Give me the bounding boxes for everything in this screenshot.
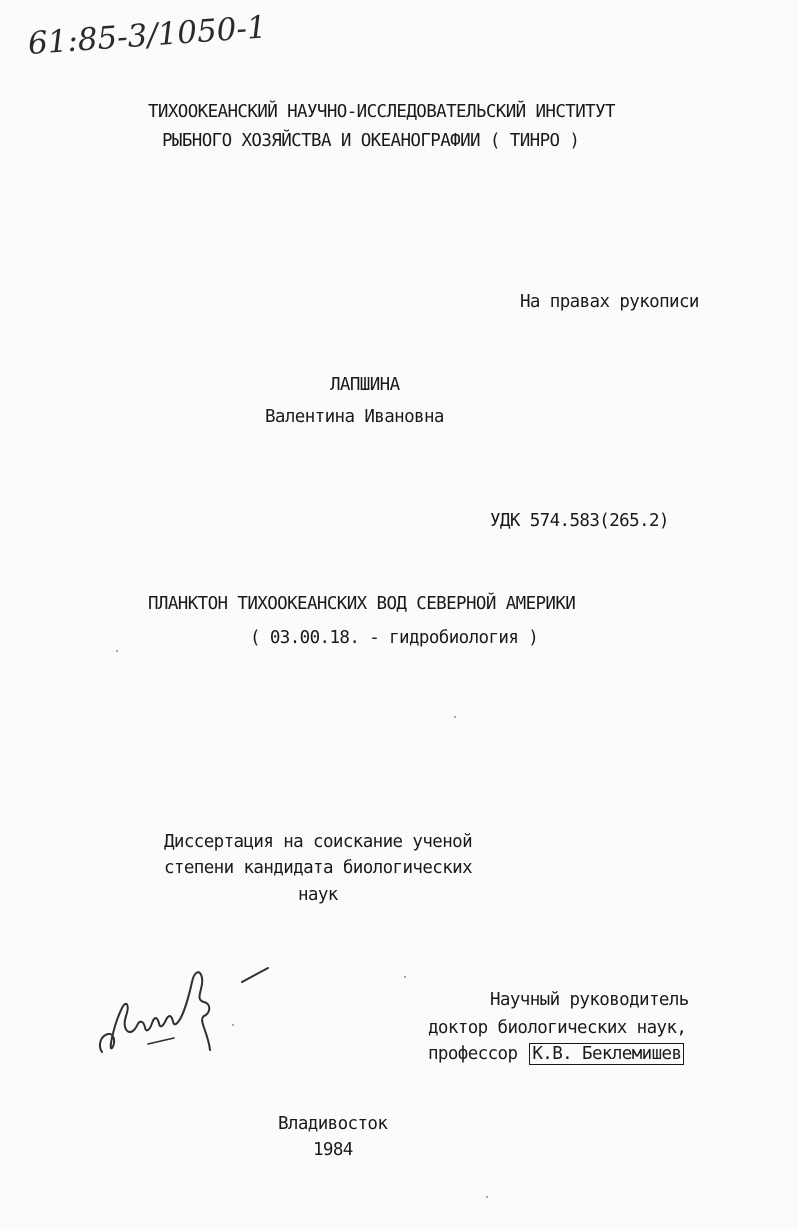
degree-line-1: Диссертация на соискание ученой xyxy=(164,832,473,852)
scan-speck xyxy=(232,1024,234,1026)
author-surname: ЛАПШИНА xyxy=(330,375,400,395)
author-signature xyxy=(92,960,282,1065)
supervisor-title: профессор xyxy=(428,1044,518,1064)
supervisor-name: К.В. Беклемишев xyxy=(529,1043,684,1065)
scan-speck xyxy=(404,976,406,978)
institute-line-1: ТИХООКЕАНСКИЙ НАУЧНО-ИССЛЕДОВАТЕЛЬСКИЙ ИНСТИТУТ xyxy=(148,102,615,122)
scan-speck xyxy=(486,1196,488,1198)
degree-line-3: наук xyxy=(298,885,338,905)
year: 1984 xyxy=(313,1140,353,1160)
author-given-names: Валентина Ивановна xyxy=(265,407,444,427)
degree-line-2: степени кандидата биологических xyxy=(164,858,473,878)
supervisor-degree: доктор биологических наук, xyxy=(428,1018,687,1038)
archive-number: 61:85-3/1050-1 xyxy=(26,9,268,62)
institute-line-2: РЫБНОГО ХОЗЯЙСТВА И ОКЕАНОГРАФИИ ( ТИНРО ) xyxy=(162,131,580,151)
supervisor-line xyxy=(428,1046,684,1064)
supervisor-role: Научный руководитель xyxy=(490,990,689,1010)
udc-code: УДК 574.583(265.2) xyxy=(490,511,669,531)
specialty-code: ( 03.00.18. - гидробиология ) xyxy=(250,628,539,648)
rights-note: На правах рукописи xyxy=(520,292,699,312)
scan-speck xyxy=(454,716,456,718)
dissertation-title: ПЛАНКТОН ТИХООКЕАНСКИХ ВОД СЕВЕРНОЙ АМЕРИКИ xyxy=(148,594,576,614)
city: Владивосток xyxy=(278,1114,388,1134)
scan-speck xyxy=(116,650,118,652)
